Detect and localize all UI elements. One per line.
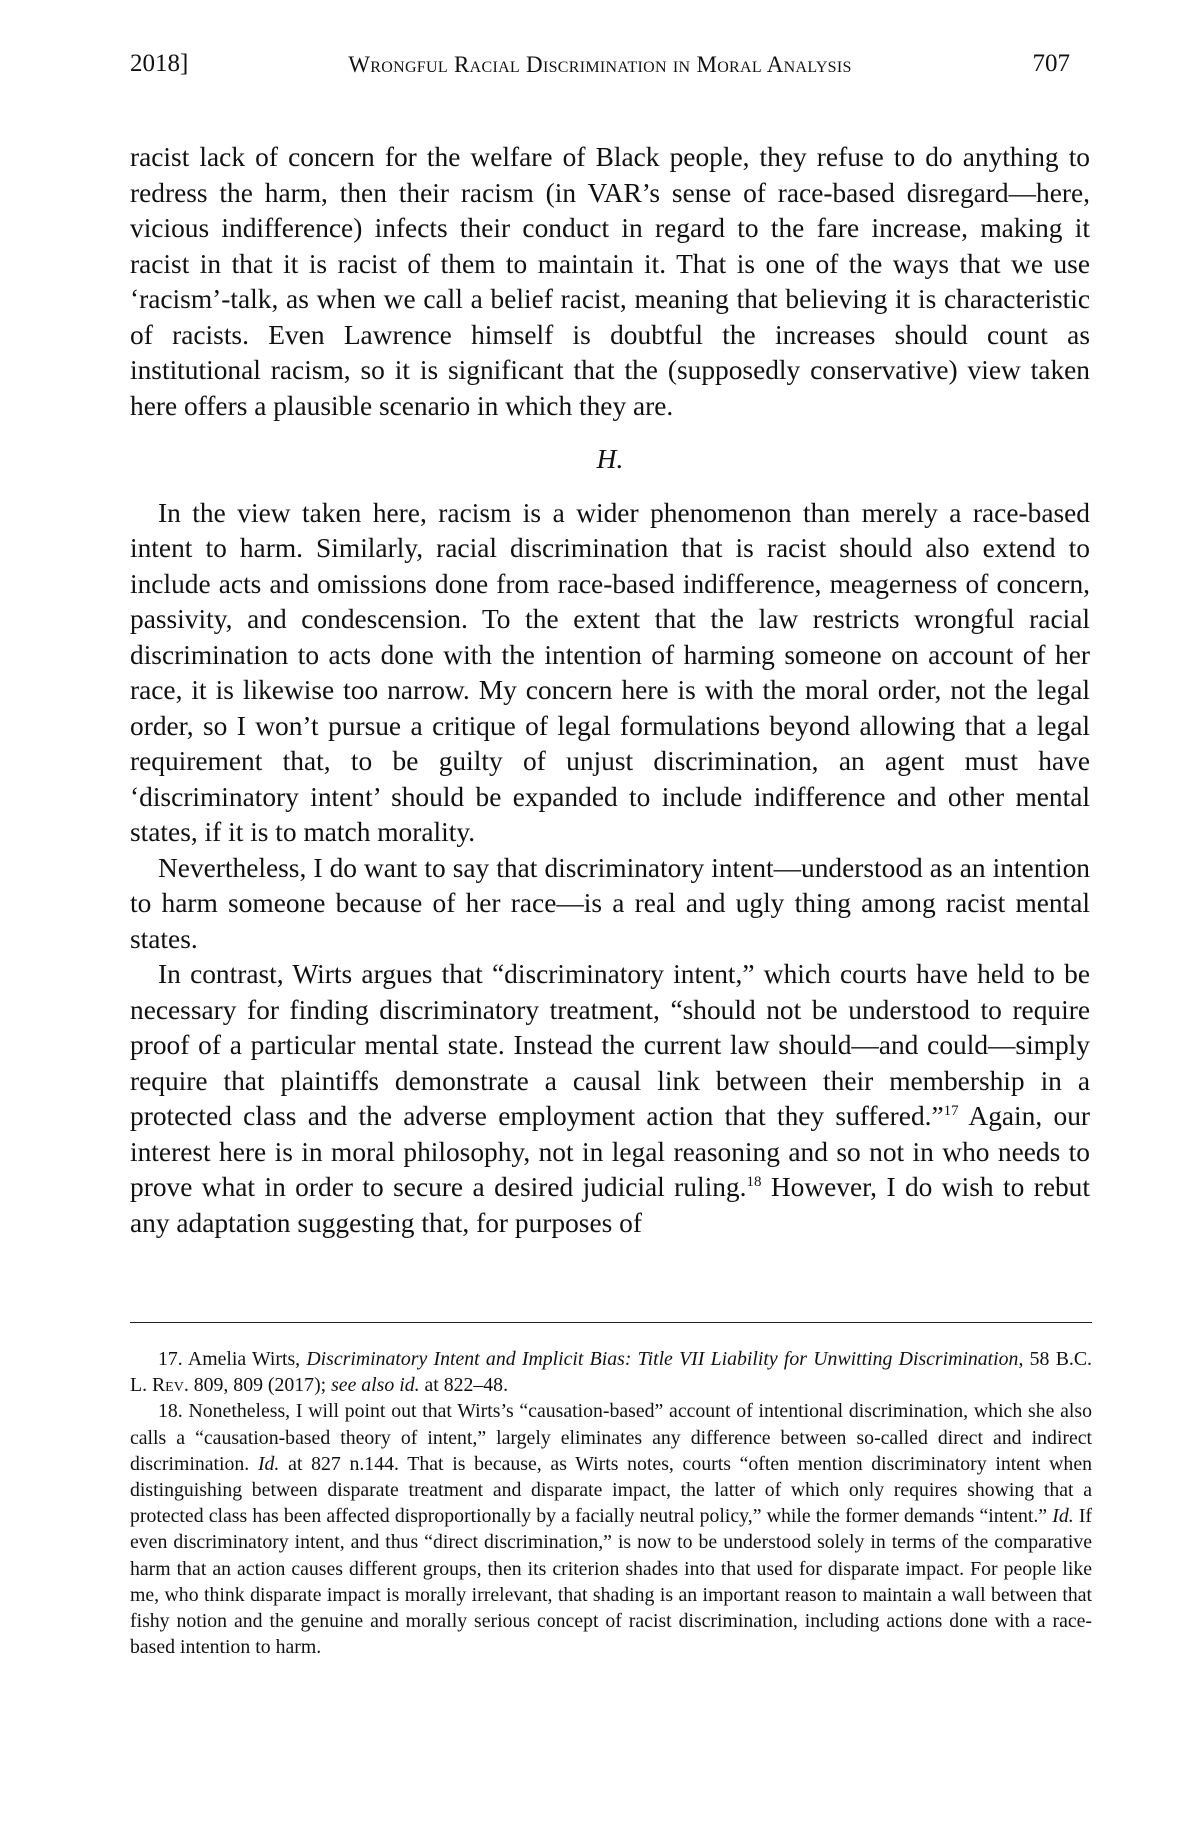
main-body-text (130, 140, 1090, 1241)
paragraph-4-part-1: In contrast, Wirts argues that “discriminatory intent,” which courts have held to be necessary for finding discriminatory treatment, “should not be understood to require proof of a particular mental state. Instead the current law should—and could—simply require that plaintiffs demonstrate a causal link between their membership in a protected class and the adverse employment action that they suffered.” (130, 959, 1090, 1131)
footnote-18 (130, 1398, 1092, 1660)
footnote-17-author: Amelia Wirts, (182, 1348, 307, 1370)
footnote-17-cite-a: , 58 B.C. L. (130, 1348, 1092, 1397)
footnote-17-number: 17. (158, 1348, 183, 1370)
footnote-17-title: Discriminatory Intent and Implicit Bias: Title VII Liability for Unwitting Discrimination (306, 1348, 1019, 1370)
footnote-17-see-also: see also id. (331, 1374, 420, 1397)
footnotes (130, 1346, 1092, 1660)
footnote-18-text-b: at 827 n.144. That is because, as Wirts notes, courts “often mention discriminatory intent when distinguishing between disparate treatment and disparate impact, the latter of which only requires showing that a protected class has been affected disproportionally by a facially neutral policy,” while the former demands “intent.” (130, 1452, 1092, 1528)
paragraph-2: In the view taken here, racism is a wider phenomenon than merely a race-based intent to harm. Similarly, racial discrimination that is racist should also extend to include acts and omissions done from race-based indifference, meagerness of concern, passivity, and condescension. To the extent that the law restricts wrongful racial discrimination to acts done with the intention of harming someone on account of her race, it is likewise too narrow. My concern here is with the moral order, not the legal order, so I won’t pursue a critique of legal formulations beyond allowing that a legal requirement that, to be guilty of unjust discrimination, an agent must have ‘discriminatory intent’ should be expanded to include indifference and other mental states, if it is to match morality. (130, 497, 1090, 847)
running-header (130, 50, 1070, 90)
header-title: Wrongful Racial Discrimination in Moral Analysis (348, 52, 852, 77)
footnote-17-journal: Rev (151, 1374, 184, 1397)
paragraph-4 (130, 957, 1090, 1241)
paragraph-1: racist lack of concern for the welfare of Black people, they refuse to do anything to redress the harm, then their racism (in VAR’s sense of race-based disregard—here, vicious indifference) infects their conduct in regard to the fare increase, making it racist in that it is racist of them to maintain it. That is one of the ways that we use ‘racism’-talk, as when we call a belief racist, meaning that believing it is characteristic of racists. Even Lawrence himself is doubtful the increases should count as institutional racism, so it is significant that the (supposedly conservative) view taken here offers a plausible scenario in which they are. (130, 142, 1090, 421)
header-year: 2018] (130, 50, 189, 77)
footnote-18-number: 18. (158, 1400, 183, 1423)
footnote-17-cite-c: at 822–48. (419, 1374, 509, 1397)
paragraph-3: Nevertheless, I do want to say that discriminatory intent—understood as an intention to harm someone because of her race—is a real and ugly thing among racist mental states. (130, 852, 1090, 954)
footnote-18-id-1: Id. (257, 1452, 280, 1475)
section-heading: H. (596, 444, 624, 474)
header-page-number: 707 (1032, 50, 1070, 77)
paragraph-4-part-2: Again, our interest here is in moral philosophy, not in legal reasoning and so not in who needs to prove what in order to secure a desired judicial ruling. (130, 1101, 1091, 1202)
paragraph-4-part-3: However, I do wish to rebut any adaptation suggesting that, for purposes of (130, 1172, 1090, 1238)
footnote-ref-17[interactable]: 17 (943, 1102, 959, 1119)
footnote-17 (130, 1346, 1092, 1398)
footnote-17-cite-b: . 809, 809 (2017); (183, 1374, 332, 1397)
footnote-18-text-c: If even discriminatory intent, and thus “direct discrimination,” is now to be understood solely in terms of the comparative harm that an action causes different groups, then its criterion shades into that used for disparate impact. For people like me, who think disparate impact is morally irrelevant, that shading is an important reason to maintain a wall between that fishy notion and the genuine and morally serious concept of racist discrimination, including actions done with a race-based intention to harm. (130, 1505, 1092, 1659)
footnote-18-text-a: Nonetheless, I will point out that Wirts’s “causation-based” account of intentional discrimination, which she also calls a “causation-based theory of intent,” largely eliminates any difference between so-called direct and indirect discrimination. (130, 1400, 1092, 1475)
footnote-18-id-2: Id. (1052, 1505, 1074, 1528)
footnote-ref-18[interactable]: 18 (746, 1173, 762, 1190)
footnote-divider (130, 1322, 1092, 1323)
